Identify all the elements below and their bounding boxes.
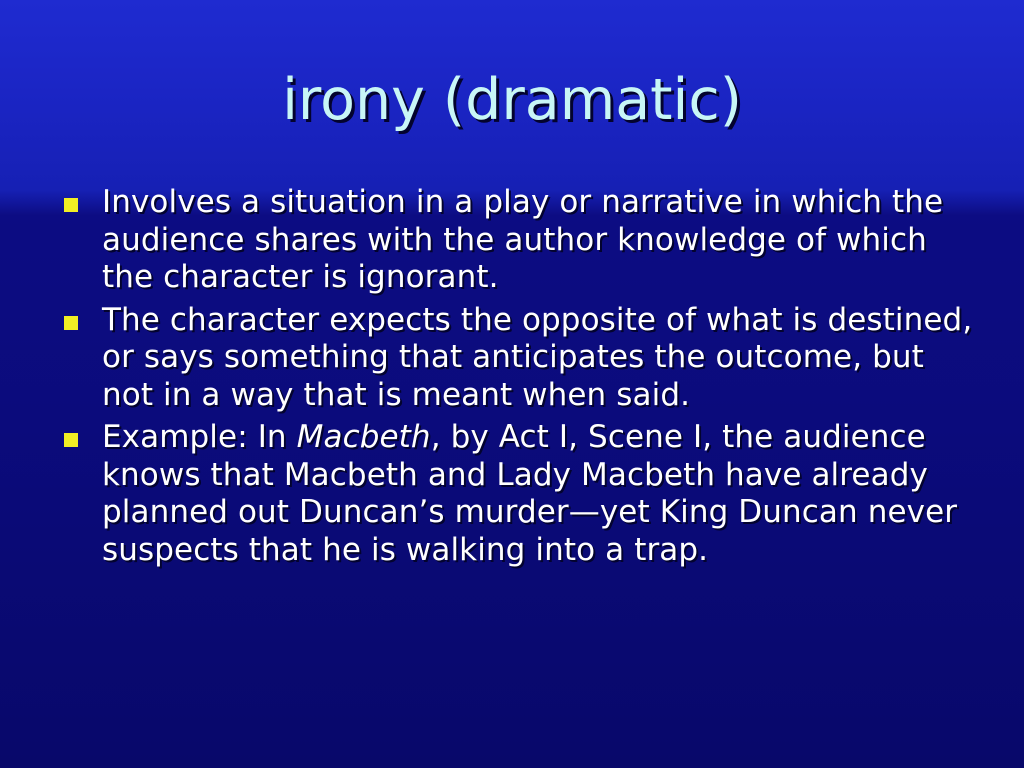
bullet-square-icon [64, 316, 78, 330]
bullet-square-icon [64, 198, 78, 212]
bullet-text-3-before: Example: In [102, 419, 297, 455]
bullet-item-1 [60, 184, 980, 297]
bullet-text-3-italic: Macbeth [296, 419, 431, 455]
bullet-text-3-after: , by Act I, Scene I, the audience knows that Macbeth and Lady Macbeth have already planned out Duncan’s murder—yet King Duncan never suspects that he is walking into a trap. [102, 419, 958, 568]
bullet-item-2 [60, 302, 980, 415]
bullet-text-1: Involves a situation in a play or narrative in which the audience shares with the author knowledge of which the character is ignorant. [102, 184, 944, 295]
bullet-list [60, 184, 980, 574]
bullet-item-3 [60, 419, 980, 569]
bullet-text-3 [102, 419, 980, 569]
bullet-text-2: The character expects the opposite of what is destined, or says something that anticipates the outcome, but not in a way that is meant when said. [102, 301, 973, 413]
slide-title: irony (dramatic) [282, 67, 742, 133]
bullet-square-icon [64, 433, 78, 447]
